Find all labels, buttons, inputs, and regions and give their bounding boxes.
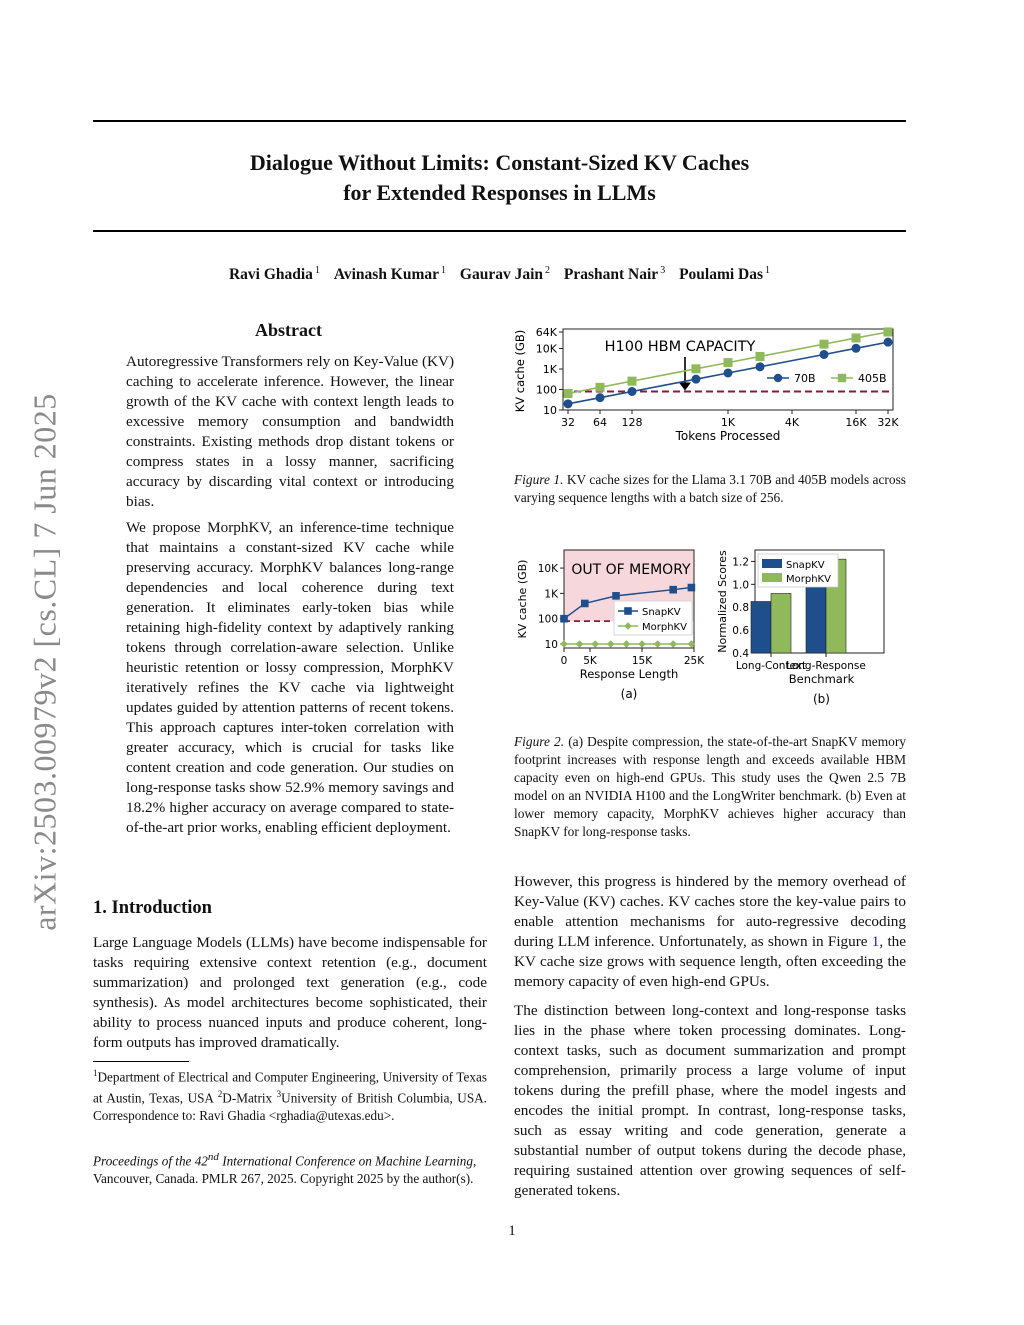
data-point-405B <box>756 352 765 361</box>
data-point-SnapKV <box>688 584 696 592</box>
capacity-label: H100 HBM CAPACITY <box>604 339 756 355</box>
y-axis-label: KV cache (GB) <box>513 329 527 413</box>
affiliations-footnote: $^1$Department of Electrical and Computer Engineering, University of Texas at Austin, Texas, USA $^2$D-Matrix $^3$University of British Columbia, USA. Correspondence to: Ravi Ghadia <rghadia@utexas.edu>. <box>93 1068 487 1123</box>
data-point-405B <box>692 364 701 373</box>
y-tick-label: 0.8 <box>732 602 749 615</box>
author-list <box>93 265 906 284</box>
y-tick-label: 10K <box>537 563 558 576</box>
legend-label: MorphKV <box>786 574 831 585</box>
legend-label: MorphKV <box>642 622 687 633</box>
data-point-MorphKV <box>607 640 615 648</box>
data-point-70B <box>564 399 573 408</box>
legend-label: SnapKV <box>642 607 681 618</box>
data-point-MorphKV <box>654 640 662 648</box>
data-point-SnapKV <box>581 600 589 608</box>
data-point-405B <box>820 340 829 349</box>
title-line-2: for Extended Responses in LLMs <box>343 180 656 205</box>
x-tick-label: 5K <box>583 655 597 667</box>
y-tick-label: 10 <box>543 404 557 417</box>
abstract-heading: Abstract <box>255 320 322 340</box>
bar-SnapKV <box>751 602 771 654</box>
data-point-SnapKV <box>612 592 620 600</box>
x-tick-label: 4K <box>784 416 800 429</box>
figure-2-caption: Figure 2. (a) Despite compression, the state-of-the-art SnapKV memory footprint increases with response length and exceeds available HBM capacity even on high-end GPUs. This study uses the Qwen 2.5 7B model on an NVIDIA H100 and the LongWriter benchmark. (b) Even at lower memory capacity, MorphKV achieves higher accuracy than SnapKV for long-response tasks. <box>514 734 906 839</box>
introduction-paragraph-1: Large Language Models (LLMs) have become indispensable for tasks requiring extensive context retention (e.g., document summarization) and prolonged text generation (e.g., code synthesis). As model architectures become sophisticated, their ability to process nuanced inputs and produce coherent, long-form outputs has improved dramatically. <box>93 934 487 1051</box>
data-point-70B <box>596 393 605 402</box>
legend-swatch <box>762 573 782 582</box>
x-tick-label: 1K <box>720 416 736 429</box>
x-tick-label: 16K <box>845 416 867 429</box>
y-tick-label: 0.6 <box>732 625 749 638</box>
data-point-MorphKV <box>591 640 599 648</box>
y-tick-label: 1K <box>544 588 558 601</box>
y-tick-label: 10K <box>535 342 557 356</box>
proceedings-note: Proceedings of the 42nd International Conference on Machine Learning, Vancouver, Canada. PMLR 267, 2025. Copyright 2025 by the author(s). <box>93 1151 477 1186</box>
y-tick-label: 100 <box>537 613 558 626</box>
data-point-MorphKV <box>576 640 584 648</box>
abstract-paragraph-1: Autoregressive Transformers rely on Key-Value (KV) caching to accelerate inference. However, the linear growth of the KV cache with context length leads to excessive memory consumption and bandwidth constraints. Existing methods drop distant tokens or compress states in a lossy manner, sacrificing accuracy by discarding vital context or introducing bias. <box>126 353 454 510</box>
y-axis-label: KV cache (GB) <box>516 559 529 639</box>
legend-label: 70B <box>794 372 816 385</box>
capacity-arrowhead <box>679 382 691 390</box>
data-point-405B <box>724 358 733 367</box>
legend-marker <box>838 374 846 382</box>
data-point-405B <box>628 377 637 386</box>
data-point-70B <box>692 375 701 384</box>
legend-marker <box>774 374 782 382</box>
author: Ravi Ghadia $^1$ <box>228 265 320 284</box>
author: Poulami Das $^1$ <box>679 265 771 284</box>
y-tick-label: 100 <box>536 383 557 397</box>
x-tick-label: 15K <box>631 655 653 667</box>
bar-MorphKV <box>771 593 791 653</box>
page-number: 1 <box>508 1223 516 1239</box>
introduction-heading: 1. Introduction <box>93 898 212 918</box>
data-point-SnapKV <box>669 586 677 594</box>
data-point-70B <box>724 368 733 377</box>
title-line-1: Dialogue Without Limits: Constant-Sized KV Caches <box>249 150 750 175</box>
legend-swatch <box>762 559 782 568</box>
x-tick-label: 0 <box>560 655 568 667</box>
x-tick-label: 25K <box>683 655 705 667</box>
footnote-rule <box>93 1061 189 1062</box>
data-point-SnapKV <box>560 615 568 623</box>
x-axis-label: Benchmark <box>788 672 855 686</box>
abstract-paragraph-2: We propose MorphKV, an inference-time technique that maintains a constant-sized KV cache while preserving accuracy. MorphKV balances long-range dependencies and local coherence during text generation. It eliminates early-token bias while retaining high-fidelity context by adaptively ranking tokens through correlation-aware selection. Unlike heuristic retention or lossy compression, MorphKV iteratively refines the KV cache via lightweight updates guided by attention patterns of recent tokens. This approach captures inter-token correlation with greater accuracy, which is crucial for tasks like content creation and code generation. Our studies on long-response tasks show 52.9% memory savings and 18.2% higher accuracy on average compared to state-of-the-art prior works, enabling efficient deployment. <box>126 519 454 836</box>
data-point-405B <box>884 328 893 337</box>
y-tick-label: 1K <box>542 363 557 377</box>
legend-label: 405B <box>858 372 887 385</box>
author: Prashant Nair $^3$ <box>563 265 666 284</box>
data-point-MorphKV <box>669 640 677 648</box>
data-point-70B <box>628 387 637 396</box>
x-tick-label: 32K <box>877 416 899 429</box>
figure-2b-chart <box>712 545 912 705</box>
title-rule-bottom <box>93 230 906 232</box>
x-axis-label: Tokens Processed <box>675 429 781 443</box>
author: Avinash Kumar $^1$ <box>333 265 447 284</box>
title-rule-top <box>93 120 906 122</box>
data-point-70B <box>884 338 893 347</box>
y-axis-label: Normalized Scores <box>716 550 729 653</box>
data-point-405B <box>852 333 861 342</box>
y-tick-label: 0.4 <box>732 648 749 660</box>
figure-2a-chart <box>512 545 712 705</box>
y-tick-label: 64K <box>535 326 557 339</box>
x-tick-label: 64 <box>593 416 607 429</box>
data-point-405B <box>596 383 605 392</box>
oom-label: OUT OF MEMORY <box>571 562 691 578</box>
y-tick-label: 1.0 <box>732 579 749 592</box>
x-tick-label: 32 <box>561 416 575 429</box>
x-tick-label: Long-Response <box>786 660 866 672</box>
data-point-MorphKV <box>623 640 631 648</box>
y-tick-label: 1.2 <box>732 556 749 569</box>
paper-title <box>93 148 906 208</box>
x-axis-label: Response Length <box>579 667 679 681</box>
arxiv-identifier: arXiv:2503.00979v2 [cs.CL] 7 Jun 2025 <box>26 393 63 931</box>
legend-label: SnapKV <box>786 560 825 571</box>
data-point-70B <box>756 362 765 371</box>
figure-1-chart <box>510 320 910 450</box>
subfigure-label-a: (a) <box>620 687 638 701</box>
legend-marker <box>624 607 632 615</box>
data-point-MorphKV <box>638 640 646 648</box>
x-tick-label: Long-Context <box>735 660 807 672</box>
data-point-405B <box>564 389 573 398</box>
x-tick-label: 128 <box>621 416 643 429</box>
bar-SnapKV <box>806 584 826 653</box>
y-tick-label: 10 <box>544 639 558 651</box>
right-paragraph-1: However, this progress is hindered by the memory overhead of Key-Value (KV) caches. KV caches store the key-value pairs to enable attention mechanisms for auto-regressive decoding during LLM inference. Unfortunately, as shown in Figure 1, the KV cache size grows with sequence length, often exceeding the memory capacity of even high-end GPUs. <box>514 873 906 990</box>
data-point-MorphKV <box>560 640 568 648</box>
author: Gaurav Jain $^2$ <box>459 265 551 284</box>
data-point-70B <box>852 344 861 353</box>
right-paragraph-2: The distinction between long-context and long-response tasks lies in the phase where token processing dominates. Long-context tasks, such as document summarization and prompt comprehension, primarily process a large volume of input tokens during the prefill phase, where the model ingests and encodes the initial prompt. In contrast, long-response tasks, such as essay writing and code generation, generate a substantial number of output tokens during the decode phase, requiring sustained attention over growing sequences of self-generated tokens. <box>514 1002 906 1199</box>
subfigure-label-b: (b) <box>813 692 830 706</box>
figure-1-caption: Figure 1. KV cache sizes for the Llama 3.1 70B and 405B models across varying sequence lengths with a batch size of 256. <box>514 472 906 505</box>
figure-1-link[interactable]: 1 <box>871 933 880 950</box>
data-point-70B <box>820 350 829 359</box>
